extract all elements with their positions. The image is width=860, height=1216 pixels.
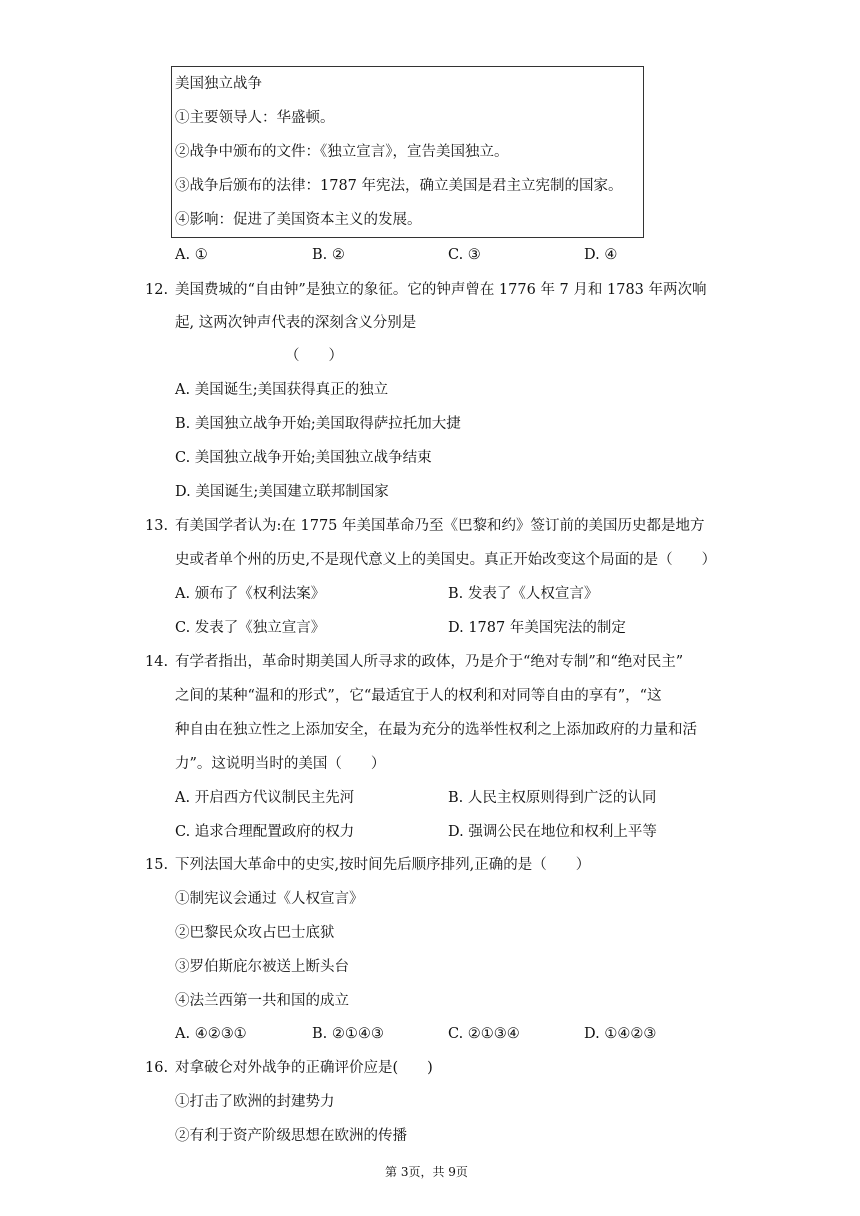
box-title: 美国独立战争 [175, 76, 262, 92]
list-item: ②有利于资产阶级思想在欧洲的传播 [175, 1128, 407, 1144]
q11-option-a: A. ① [175, 247, 208, 263]
question-number: 16. [145, 1060, 169, 1076]
question-text: 之间的某种“温和的形式”，它“最适宜于人的权利和对同等自由的享有”，“这 [175, 688, 662, 704]
list-item: ④法兰西第一共和国的成立 [175, 993, 349, 1009]
question-text: 种自由在独立性之上添加安全，在最为充分的选举性权利之上添加政府的力量和活 [175, 722, 697, 738]
q14-option-a: A. 开启西方代议制民主先河 [175, 790, 355, 806]
q15-option-c: C. ②①③④ [448, 1026, 520, 1042]
q13-option-d: D. 1787 年美国宪法的制定 [448, 620, 626, 636]
question-text: 有学者指出，革命时期美国人所寻求的政体，乃是介于“绝对专制”和“绝对民主” [175, 654, 684, 670]
q11-option-c: C. ③ [448, 247, 481, 263]
q13-option-a: A. 颁布了《权利法案》 [175, 586, 326, 602]
q14-option-c: C. 追求合理配置政府的权力 [175, 824, 355, 840]
list-item: ①打击了欧洲的封建势力 [175, 1094, 335, 1110]
question-number: 13. [145, 518, 169, 534]
question-text: 对拿破仑对外战争的正确评价应是( ) [175, 1060, 433, 1076]
q12-option-b: B. 美国独立战争开始;美国取得萨拉托加大捷 [175, 416, 461, 432]
page-footer: 第 3页，共 9页 [385, 1165, 468, 1179]
q12-option-d: D. 美国诞生;美国建立联邦制国家 [175, 484, 389, 500]
question-number: 15. [145, 857, 169, 873]
list-item: ②巴黎民众攻占巴士底狱 [175, 925, 335, 941]
answer-blank: （ ） [285, 348, 343, 364]
q11-option-b: B. ② [312, 247, 345, 263]
q12-option-a: A. 美国诞生;美国获得真正的独立 [175, 382, 389, 398]
question-text: 下列法国大革命中的史实,按时间先后顺序排列,正确的是（ ） [175, 857, 591, 873]
box-line: ④影响：促进了美国资本主义的发展。 [175, 212, 422, 228]
question-text: 美国费城的“自由钟”是独立的象征。它的钟声曾在 1776 年 7 月和 1783 年两次响 [175, 282, 707, 298]
question-text: 力”。这说明当时的美国（ ） [175, 756, 386, 772]
q15-option-b: B. ②①④③ [312, 1026, 384, 1042]
q15-option-d: D. ①④②③ [584, 1026, 657, 1042]
q14-option-d: D. 强调公民在地位和权利上平等 [448, 824, 657, 840]
list-item: ①制宪议会通过《人权宣言》 [175, 891, 364, 907]
box-line: ②战争中颁布的文件：《独立宣言》，宣告美国独立。 [175, 144, 509, 160]
box-line: ①主要领导人：华盛顿。 [175, 110, 335, 126]
q13-option-c: C. 发表了《独立宣言》 [175, 620, 326, 636]
q12-option-c: C. 美国独立战争开始;美国独立战争结束 [175, 450, 432, 466]
q15-option-a: A. ④②③① [175, 1026, 247, 1042]
list-item: ③罗伯斯庇尔被送上断头台 [175, 959, 349, 975]
question-number: 12. [145, 282, 169, 298]
question-text: 起, 这两次钟声代表的深刻含义分别是 [175, 315, 417, 331]
q13-option-b: B. 发表了《人权宣言》 [448, 586, 599, 602]
box-line: ③战争后颁布的法律：1787 年宪法，确立美国是君主立宪制的国家。 [175, 178, 623, 194]
q11-option-d: D. ④ [584, 247, 618, 263]
q14-option-b: B. 人民主权原则得到广泛的认同 [448, 790, 657, 806]
question-text: 有美国学者认为:在 1775 年美国革命乃至《巴黎和约》签订前的美国历史都是地方 [175, 518, 705, 534]
question-text: 史或者单个州的历史,不是现代意义上的美国史。真正开始改变这个局面的是（ ） [175, 552, 717, 568]
question-number: 14. [145, 654, 169, 670]
